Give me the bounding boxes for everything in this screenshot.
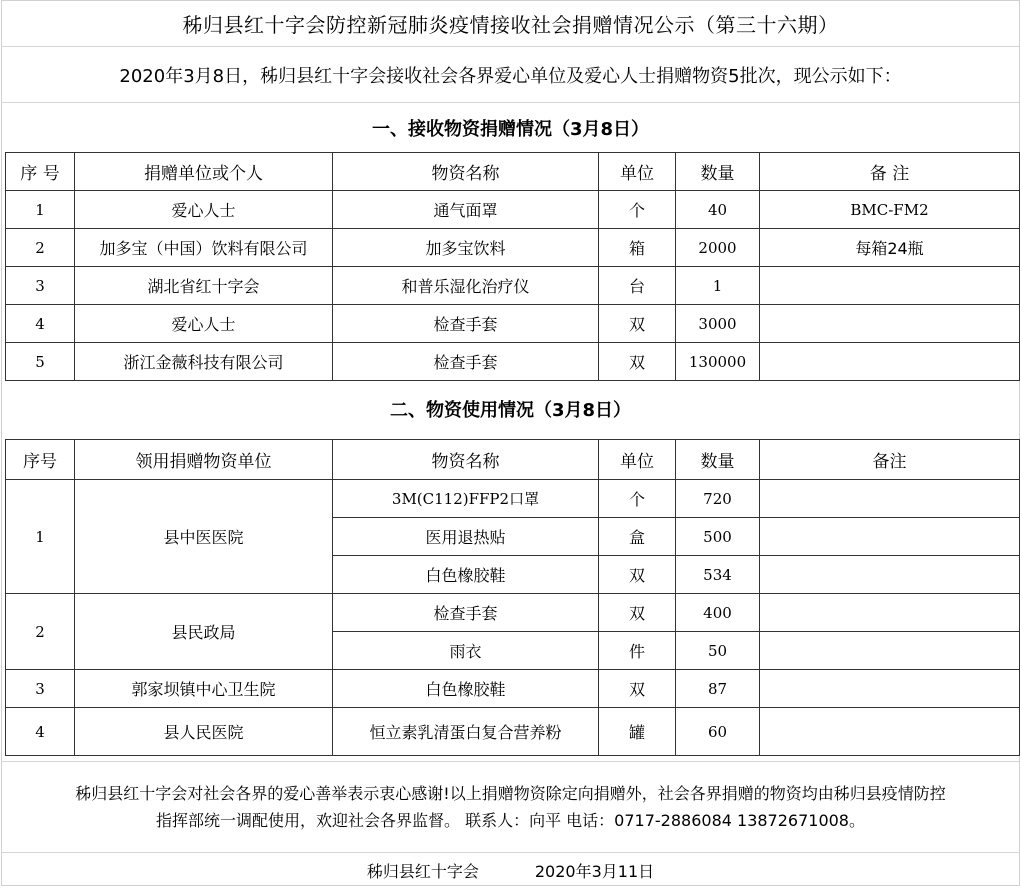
footer-note: [2, 761, 1019, 853]
section1-heading: 一、接收物资捐赠情况（3月8日）: [371, 118, 650, 140]
header-cell: 序号: [6, 440, 75, 480]
quantity-cell: 1: [676, 267, 760, 305]
quantity-cell: 87: [676, 670, 760, 708]
footer-line-1: 秭归县红十字会对社会各界的爱心善举表示衷心感谢!以上捐赠物资除定向捐赠外，社会各界捐赠的物资均由秭归县疫情防控: [75, 784, 946, 803]
quantity-cell: 2000: [676, 229, 760, 267]
item-cell: 白色橡胶鞋: [333, 556, 599, 594]
donor-cell: 浙江金薇科技有限公司: [75, 343, 333, 381]
header-cell: 物资名称: [333, 153, 599, 191]
unit-cell: 个: [599, 191, 676, 229]
item-cell: 通气面罩: [333, 191, 599, 229]
section2-heading: 二、物资使用情况（3月8日）: [389, 400, 632, 421]
remark-cell: [760, 594, 1020, 632]
remark-cell: [760, 305, 1020, 343]
header-cell: 单位: [599, 153, 676, 191]
item-cell: 雨衣: [333, 632, 599, 670]
row-number: 5: [6, 343, 75, 381]
row-number: 3: [6, 670, 75, 708]
quantity-cell: 400: [676, 594, 760, 632]
signature-date: 2020年3月11日: [534, 861, 655, 881]
footer-line-2: 指挥部统一调配使用，欢迎社会各界监督。 联系人：向平 电话：0717-2886084 13872671008。: [156, 811, 865, 830]
header-cell: 领用捐赠物资单位: [75, 440, 333, 480]
donor-cell: 加多宝（中国）饮料有限公司: [75, 229, 333, 267]
quantity-cell: 500: [676, 518, 760, 556]
table-row: [6, 267, 1020, 305]
remark-cell: 每箱24瓶: [760, 229, 1020, 267]
unit-cell: 双: [599, 343, 676, 381]
row-number: 1: [6, 191, 75, 229]
table-header-row: [6, 153, 1020, 191]
recipient-cell: 县人民医院: [75, 708, 333, 756]
item-cell: 3M(C112)FFP2口罩: [333, 480, 599, 518]
donor-cell: 湖北省红十字会: [75, 267, 333, 305]
header-cell: 单位: [599, 440, 676, 480]
donor-cell: 爱心人士: [75, 191, 333, 229]
quantity-cell: 60: [676, 708, 760, 756]
item-cell: 加多宝饮料: [333, 229, 599, 267]
quantity-cell: 720: [676, 480, 760, 518]
row-number: 4: [6, 708, 75, 756]
signature-line: [2, 853, 1019, 887]
remark-cell: [760, 267, 1020, 305]
quantity-cell: 534: [676, 556, 760, 594]
item-cell: 医用退热贴: [333, 518, 599, 556]
item-cell: 检查手套: [333, 305, 599, 343]
table-header-row: [6, 440, 1020, 480]
header-cell: 备 注: [760, 153, 1020, 191]
item-cell: 检查手套: [333, 594, 599, 632]
unit-cell: 双: [599, 594, 676, 632]
remark-cell: BMC-FM2: [760, 191, 1020, 229]
recipient-cell: 郭家坝镇中心卫生院: [75, 670, 333, 708]
unit-cell: 双: [599, 305, 676, 343]
header-cell: 数量: [676, 153, 760, 191]
item-cell: 和普乐湿化治疗仪: [333, 267, 599, 305]
unit-cell: 台: [599, 267, 676, 305]
unit-cell: 双: [599, 670, 676, 708]
quantity-cell: 3000: [676, 305, 760, 343]
recipient-cell: 县中医医院: [75, 480, 333, 594]
header-cell: 物资名称: [333, 440, 599, 480]
row-number: 4: [6, 305, 75, 343]
recipient-cell: 县民政局: [75, 594, 333, 670]
header-cell: 备注: [760, 440, 1020, 480]
remark-cell: [760, 480, 1020, 518]
remark-cell: [760, 670, 1020, 708]
row-number: 1: [6, 480, 75, 594]
quantity-cell: 40: [676, 191, 760, 229]
table-row: [6, 229, 1020, 267]
quantity-cell: 50: [676, 632, 760, 670]
donation-usage-table: [5, 439, 1020, 756]
table-row: [6, 343, 1020, 381]
remark-cell: [760, 518, 1020, 556]
item-cell: 检查手套: [333, 343, 599, 381]
row-number: 3: [6, 267, 75, 305]
table-row: [6, 594, 1020, 632]
intro-text: 2020年3月8日，秭归县红十字会接收社会各界爱心单位及爱心人士捐赠物资5批次，现公示如下：: [2, 47, 1019, 103]
quantity-cell: 130000: [676, 343, 760, 381]
table-row: [6, 305, 1020, 343]
row-number: 2: [6, 594, 75, 670]
item-cell: 恒立素乳清蛋白复合营养粉: [333, 708, 599, 756]
unit-cell: 件: [599, 632, 676, 670]
donation-received-table: [5, 152, 1020, 381]
page-title: 秭归县红十字会防控新冠肺炎疫情接收社会捐赠情况公示（第三十六期）: [2, 1, 1019, 47]
remark-cell: [760, 343, 1020, 381]
unit-cell: 罐: [599, 708, 676, 756]
remark-cell: [760, 632, 1020, 670]
header-cell: 捐赠单位或个人: [75, 153, 333, 191]
table-row: [6, 708, 1020, 756]
donor-cell: 爱心人士: [75, 305, 333, 343]
table-row: [6, 670, 1020, 708]
header-cell: 数量: [676, 440, 760, 480]
remark-cell: [760, 708, 1020, 756]
unit-cell: 个: [599, 480, 676, 518]
announcement-page: [1, 0, 1020, 886]
item-cell: 白色橡胶鞋: [333, 670, 599, 708]
header-cell: 序 号: [6, 153, 75, 191]
signature-org: 秭归县红十字会: [366, 861, 479, 881]
unit-cell: 双: [599, 556, 676, 594]
table-row: [6, 191, 1020, 229]
unit-cell: 盒: [599, 518, 676, 556]
unit-cell: 箱: [599, 229, 676, 267]
row-number: 2: [6, 229, 75, 267]
remark-cell: [760, 556, 1020, 594]
table-row: [6, 480, 1020, 518]
